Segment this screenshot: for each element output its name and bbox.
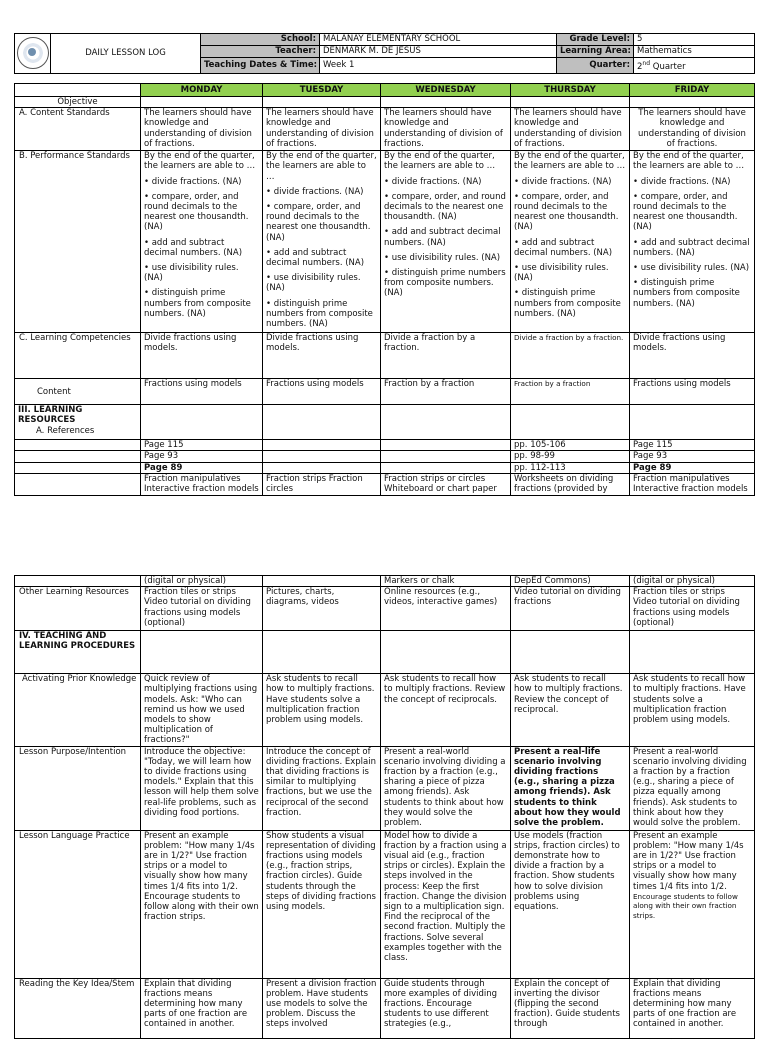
- empty-cell: [381, 97, 511, 108]
- competency-cell: Divide a fraction by a fraction.: [511, 333, 630, 379]
- performance-standards-cell: [381, 151, 511, 333]
- purpose-cell: Introduce the objective: "Today, we will learn how to divide fractions using models." Explain that this lesson will help them solve real-life problems, such as dividing food portions.: [141, 746, 263, 830]
- standard-item: • compare, order, and round decimals to the nearest one thousandth. (NA): [384, 191, 506, 223]
- continued-cell: [263, 576, 381, 587]
- content-cell: Fractions using models: [141, 379, 263, 405]
- empty-cell: [15, 576, 141, 587]
- page-ref-cell: pp. 112-113: [511, 462, 630, 473]
- purpose-label: Lesson Purpose/Intention: [15, 746, 141, 830]
- materials-cell: Fraction strips Fraction circles: [263, 473, 381, 495]
- grade-value: 5: [634, 34, 755, 46]
- language-practice-label: Lesson Language Practice: [15, 830, 141, 978]
- empty-cell: [263, 97, 381, 108]
- dates-value: Week 1: [320, 58, 557, 74]
- empty-cell: [141, 405, 263, 440]
- content-standards-cell: The learners should have knowledge and understanding of division of fractions.: [263, 108, 381, 151]
- language-practice-cell: [630, 830, 755, 978]
- page-ref-cell: [263, 451, 381, 462]
- standard-item: • compare, order, and round decimals to the nearest one thousandth. (NA): [144, 191, 249, 233]
- content-standards-cell: The learners should have knowledge and understanding of division of fractions.: [141, 108, 263, 151]
- page-ref-cell: Page 89: [630, 462, 755, 473]
- logo-cell: [15, 34, 51, 74]
- page-ref-cell: [381, 451, 511, 462]
- content-standards-label: A. Content Standards: [15, 108, 141, 151]
- competency-cell: Divide fractions using models.: [630, 333, 755, 379]
- quarter-word: Quarter: [650, 61, 686, 72]
- school-value: MALANAY ELEMENTARY SCHOOL: [320, 34, 557, 46]
- empty-cell: [15, 462, 141, 473]
- day-header: TUESDAY: [263, 84, 381, 97]
- standard-item: By the end of the quarter, the learners are able to …: [384, 151, 496, 172]
- standard-item: By the end of the quarter, the learners are able to …: [266, 151, 377, 182]
- empty-cell: [511, 631, 630, 674]
- purpose-cell: Introduce the concept of dividing fractions. Explain that dividing fractions is similar to multiplying fractions, but we use the reciprocal of the second fraction.: [263, 746, 381, 830]
- standard-item: • distinguish prime numbers from composite numbers. (NA): [266, 298, 373, 330]
- references-label: A. References: [36, 425, 95, 436]
- quarter-label: Quarter:: [557, 58, 634, 74]
- standard-item: • divide fractions. (NA): [266, 186, 364, 197]
- standard-item: • add and subtract decimal numbers. (NA): [633, 237, 750, 258]
- day-header: MONDAY: [141, 84, 263, 97]
- purpose-cell: Present a real-world scenario involving dividing a fraction by a fraction (e.g., sharing a piece of pizza among friends). Ask students to think about how they would solve the problem.: [381, 746, 511, 830]
- standard-item: • add and subtract decimal numbers. (NA): [144, 237, 243, 258]
- empty-cell: [263, 631, 381, 674]
- quarter-number: 2: [637, 61, 643, 72]
- language-practice-note: Encourage students to follow along with their own fraction strips.: [633, 891, 738, 920]
- prior-knowledge-label: Activating Prior Knowledge: [15, 674, 141, 746]
- materials-cell: Fraction manipulatives Interactive fraction models: [141, 473, 263, 495]
- purpose-cell: Present a real-life scenario involving dividing fractions (e.g., sharing a pizza among friends). Ask students to think about how they would solve the problem.: [511, 746, 630, 830]
- quarter-value: [634, 58, 755, 74]
- key-idea-cell: Explain that dividing fractions means determining how many parts of one fraction are contained in another.: [630, 978, 755, 1038]
- standard-item: • use divisibility rules. (NA): [633, 263, 750, 274]
- prior-knowledge-cell: Ask students to recall how to multiply fractions. Have students solve a multiplication fraction problem using models.: [263, 674, 381, 746]
- key-idea-label: Reading the Key Idea/Stem: [15, 978, 141, 1038]
- empty-cell: [630, 631, 755, 674]
- competency-cell: Divide a fraction by a fraction.: [381, 333, 511, 379]
- standard-item: • use divisibility rules. (NA): [266, 273, 361, 294]
- page-ref-cell: [381, 462, 511, 473]
- competency-cell: Divide fractions using models.: [141, 333, 263, 379]
- continued-cell: DepEd Commons): [511, 576, 630, 587]
- materials-cell: Fraction manipulatives Interactive fraction models: [630, 473, 755, 495]
- page-ref-cell: Page 93: [630, 451, 755, 462]
- day-header: WEDNESDAY: [381, 84, 511, 97]
- page-ref-cell: Page 93: [141, 451, 263, 462]
- language-practice-cell: Present an example problem: "How many 1/4s are in 1/2?" Use fraction strips or a model to visually show how many times 1/4 fits into 1/2. Encourage students to follow along with their own fraction strips.: [141, 830, 263, 978]
- purpose-cell: Present a real-world scenario involving dividing a fraction by a fraction (e.g., sharing a piece of pizza equally among friends). Ask students to think about how they would solve the problem.: [630, 746, 755, 830]
- page-ref-cell: Page 89: [141, 462, 263, 473]
- empty-cell: [381, 405, 511, 440]
- empty-cell: [141, 97, 263, 108]
- standard-item: • distinguish prime numbers from composite numbers. (NA): [384, 268, 506, 299]
- empty-cell: [381, 631, 511, 674]
- empty-cell: [263, 405, 381, 440]
- competency-cell: Divide fractions using models.: [263, 333, 381, 379]
- area-value: Mathematics: [634, 46, 755, 58]
- other-resources-cell: Video tutorial on dividing fractions: [511, 587, 630, 631]
- standard-item: • add and subtract decimal numbers. (NA): [266, 247, 365, 269]
- standard-item: By the end of the quarter, the learners are able to …: [514, 151, 626, 172]
- empty-cell: [630, 405, 755, 440]
- grade-label: Grade Level:: [557, 34, 634, 46]
- standard-item: • compare, order, and round decimals to the nearest one thousandth. (NA): [266, 202, 371, 243]
- standard-item: • use divisibility rules. (NA): [144, 263, 239, 284]
- empty-cell: [630, 97, 755, 108]
- standard-item: • add and subtract decimal numbers. (NA): [514, 237, 613, 258]
- school-label: School:: [201, 34, 320, 46]
- prior-knowledge-cell: Quick review of multiplying fractions using models. Ask: "Who can remind us how we used models to show multiplication of fractions?": [141, 674, 263, 746]
- teacher-label: Teacher:: [201, 46, 320, 58]
- teacher-value: DENMARK M. DE JESUS: [320, 46, 557, 58]
- header-table: [14, 33, 755, 74]
- standard-item: • add and subtract decimal numbers. (NA): [384, 227, 501, 248]
- empty-cell: [511, 97, 630, 108]
- standard-item: • distinguish prime numbers from composite numbers. (NA): [144, 288, 251, 319]
- other-resources-cell: Fraction tiles or strips Video tutorial on dividing fractions using models (optional): [630, 587, 755, 631]
- page-ref-cell: Page 115: [141, 440, 263, 451]
- continued-cell: (digital or physical): [141, 576, 263, 587]
- content-standards-cell: The learners should have knowledge and understanding of division of fractions.: [381, 108, 511, 151]
- page-ref-cell: [263, 462, 381, 473]
- content-label: Content: [15, 379, 141, 405]
- language-practice-cell: Model how to divide a fraction by a fraction using a visual aid (e.g., fraction strips or circles). Explain the steps involved in the process: Keep the first fraction. Change the division sign to a multiplication sign. Find the reciprocal of the second fraction. Multiply the fractions. Solve several examples together with the class.: [381, 830, 511, 978]
- standard-item: By the end of the quarter, the learners are able to …: [633, 151, 745, 172]
- empty-cell: [15, 473, 141, 495]
- page-title: DAILY LESSON LOG: [51, 34, 201, 74]
- standard-item: • divide fractions. (NA): [384, 176, 482, 187]
- performance-standards-cell: [511, 151, 630, 333]
- performance-standards-cell: [141, 151, 263, 333]
- content-standards-cell: The learners should have knowledge and understanding of division of fractions.: [630, 108, 755, 151]
- content-cell: Fractions using models: [263, 379, 381, 405]
- empty-cell: [15, 451, 141, 462]
- standard-item: • divide fractions. (NA): [144, 176, 242, 187]
- standard-item: • compare, order, and round decimals to the nearest one thousandth. (NA): [633, 191, 738, 233]
- dates-label: Teaching Dates & Time:: [201, 58, 320, 74]
- other-resources-label: Other Learning Resources: [15, 587, 141, 631]
- area-label: Learning Area:: [557, 46, 634, 58]
- language-practice-cell: Use models (fraction strips, fraction circles) to demonstrate how to divide a fraction by a fraction. Show students how to solve division problems using equations.: [511, 830, 630, 978]
- other-resources-cell: Fraction tiles or strips Video tutorial on dividing fractions using models (optional): [141, 587, 263, 631]
- continued-cell: Markers or chalk: [381, 576, 511, 587]
- deped-seal-icon: [17, 37, 49, 69]
- quarter-suffix: nd: [642, 60, 651, 67]
- key-idea-cell: Explain that dividing fractions means determining how many parts of one fraction are contained in another.: [141, 978, 263, 1038]
- key-idea-cell: Present a division fraction problem. Have students use models to solve the problem. Discuss the steps involved: [263, 978, 381, 1038]
- resources-label: III. LEARNING RESOURCES: [18, 405, 83, 426]
- key-idea-cell: Explain the concept of inverting the divisor (flipping the second fraction). Guide students through: [511, 978, 630, 1038]
- performance-standards-cell: [263, 151, 381, 333]
- standard-item: • distinguish prime numbers from composite numbers. (NA): [514, 288, 621, 319]
- performance-standards-label: B. Performance Standards: [15, 151, 141, 333]
- page-ref-cell: pp. 98-99: [511, 451, 630, 462]
- language-practice-cell: Show students a visual representation of dividing fractions using models (e.g., fraction strips, fraction circles). Guide students through the steps of dividing fractions using models.: [263, 830, 381, 978]
- performance-standards-cell: [630, 151, 755, 333]
- empty-cell: [15, 440, 141, 451]
- prior-knowledge-cell: Ask students to recall how to multiply fractions. Have students solve a multiplication fraction problem using models.: [630, 674, 755, 746]
- resources-label-cell: [15, 405, 141, 440]
- content-cell: Fractions using models: [630, 379, 755, 405]
- page-ref-cell: pp. 105-106: [511, 440, 630, 451]
- empty-cell: [511, 405, 630, 440]
- standard-item: • compare, order, and round decimals to the nearest one thousandth. (NA): [514, 191, 619, 233]
- prior-knowledge-cell: Ask students to recall how to multiply fractions. Review the concept of reciprocals.: [381, 674, 511, 746]
- empty-cell: [141, 631, 263, 674]
- page-ref-cell: [381, 440, 511, 451]
- standard-item: • divide fractions. (NA): [514, 176, 612, 187]
- content-standards-cell: The learners should have knowledge and understanding of division of fractions.: [511, 108, 630, 151]
- standard-item: • distinguish prime numbers from composite numbers. (NA): [633, 278, 740, 309]
- lesson-table-top: [14, 83, 755, 496]
- day-header: FRIDAY: [630, 84, 755, 97]
- corner-cell: [15, 84, 141, 97]
- competencies-label: C. Learning Competencies: [15, 333, 141, 379]
- other-resources-cell: Online resources (e.g., videos, interactive games): [381, 587, 511, 631]
- prior-knowledge-cell: Ask students to recall how to multiply fractions. Review the concept of reciprocal.: [511, 674, 630, 746]
- day-header: THURSDAY: [511, 84, 630, 97]
- standard-item: • use divisibility rules. (NA): [514, 263, 609, 284]
- other-resources-cell: Pictures, charts, diagrams, videos: [263, 587, 381, 631]
- materials-cell: Worksheets on dividing fractions (provided by: [511, 473, 630, 495]
- content-cell: Fraction by a fraction: [511, 379, 630, 405]
- standard-item: • use divisibility rules. (NA): [384, 252, 501, 263]
- lesson-table-bottom: [14, 575, 755, 1039]
- page-ref-cell: [263, 440, 381, 451]
- page-ref-cell: Page 115: [630, 440, 755, 451]
- continued-cell: (digital or physical): [630, 576, 755, 587]
- materials-cell: Fraction strips or circles Whiteboard or chart paper: [381, 473, 511, 495]
- key-idea-cell: Guide students through more examples of dividing fractions. Encourage students to use different strategies (e.g.,: [381, 978, 511, 1038]
- standard-item: By the end of the quarter, the learners are able to …: [144, 151, 256, 172]
- content-cell: Fraction by a fraction: [381, 379, 511, 405]
- objective-label: Objective: [15, 97, 141, 108]
- language-practice-text: Present an example problem: "How many 1/4s are in 1/2?" Use fraction strips or a model to visually show how many times 1/4 fits into 1/2.: [633, 830, 744, 892]
- standard-item: • divide fractions. (NA): [633, 176, 731, 187]
- procedures-label: IV. TEACHING AND LEARNING PROCEDURES: [15, 631, 141, 674]
